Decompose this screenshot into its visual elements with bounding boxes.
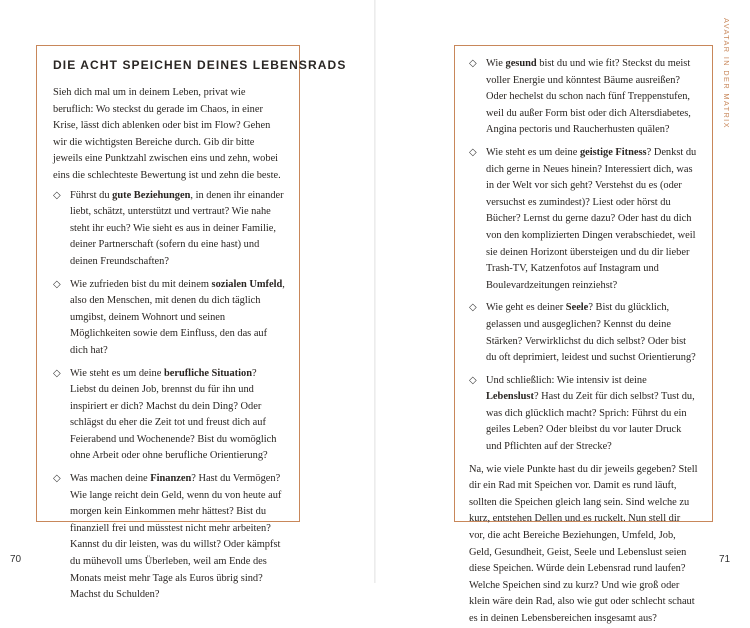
item-text-post: ? Denkst du dich gerne in Neues hinein? Interessiert dich, was in der Welt vor sich geht? Verstehst du es (oder versuchst es zumindest)? Liest oder hörst du Bücher? Lernst du gerne dazu? Oder hast du dich von den komplizierten Dingen verabschiedet, weil sie deinen Horizont übersteigen und du dir lieber Trash-TV, Katzenfotos auf Instagram und Boulevardzeitungen reinziehst? xyxy=(486,146,697,291)
item-text-post: , also den Menschen, mit denen du dich täglich umgibst, deinem Wohnort und seinen Möglichkeiten sowie dem Einfluss, den das auf dich hat? xyxy=(70,278,285,356)
item-text-pre: Wie zufrieden bist du mit deinem xyxy=(70,278,212,290)
item-keyword: geistige Fitness xyxy=(579,146,647,158)
diamond-bullet-icon: ◇ xyxy=(469,146,477,158)
item-keyword: berufliche Situation xyxy=(163,367,252,379)
item-text-post: ? Hast du Vermögen? Wie lange reicht dein Geld, wenn du von heute auf morgen kein Einkommen mehr hättest? Bist du finanziell frei und müsstest nicht mehr arbeiten? Kannst du dir leisten, was du willst? Oder kämpfst du mühevoll ums Überleben, weil am Ende des Monats meist mehr Tage als Euros übrig sind? Machst du Schulden? xyxy=(70,473,282,601)
list-item-lebenslust xyxy=(469,373,698,456)
item-keyword: gute Beziehungen xyxy=(112,189,191,201)
diamond-bullet-icon: ◇ xyxy=(53,278,61,290)
page-number-right: 71 xyxy=(719,554,731,565)
diamond-bullet-icon: ◇ xyxy=(469,302,477,314)
item-text-pre: Wie geht es deiner xyxy=(486,302,566,314)
item-keyword: Finanzen xyxy=(150,473,192,485)
item-text-pre: Führst du xyxy=(70,189,113,201)
item-keyword: sozialen Umfeld xyxy=(211,278,283,290)
item-text-pre: Was machen deine xyxy=(70,473,151,485)
diamond-bullet-icon: ◇ xyxy=(53,367,61,379)
item-text-pre: Wie steht es um deine xyxy=(70,367,164,379)
diamond-bullet-icon: ◇ xyxy=(469,374,477,386)
item-text-post: , in denen ihr einander liebt, schätzt, unterstützt und vertraut? Wie nahe steht ihr euch? Wie sieht es aus in deiner Familie, deiner Partnerschaft (sofern du eine hast) und deinen Freundschaften? xyxy=(70,189,284,267)
left-page-info-box xyxy=(36,45,347,601)
list-item-finanzen xyxy=(53,471,285,604)
right-page-info-box xyxy=(454,45,713,624)
diamond-bullet-icon: ◇ xyxy=(53,473,61,485)
item-keyword: Lebenslust xyxy=(486,391,534,403)
page-number-left: 70 xyxy=(10,554,22,565)
item-text-post: ? Hast du Zeit für dich selbst? Tust du, was dich glücklich macht? Sprich: Führst du ein geiles Leben? Oder bleibst du vor lauter Druck und Pflichten auf der Strecke? xyxy=(486,391,695,453)
list-item-seele xyxy=(469,300,698,366)
item-text-post: ? Liebst du deinen Job, brennst du für ihn und inspiriert er dich? Machst du dein Ding? Oder schlägst du eher die Zeit tot und freust dich auf Feierabend und Wochenende? Bist du womöglich ohne Arbeit oder ohne berufliche Orientierung? xyxy=(70,367,277,462)
item-keyword: Seele xyxy=(565,302,589,314)
intro-paragraph: Sieh dich mal um in deinem Leben, privat wie beruflich: Wo steckst du gerade im Chaos, in einer Krise, lässt dich ablenken oder bist im Flow? Gehen wir die wichtigsten Bereiche durch. Gib dir bitte jeweils eine Punktzahl zwischen eins und zehn, wobei eins die schlechteste Bewertung ist und zehn die beste. xyxy=(53,87,281,181)
box-heading: DIE ACHT SPEICHEN DEINES LEBENSRADS xyxy=(53,58,347,72)
item-text-post: bist du und wie fit? Steckst du meist voller Energie und könntest Bäume ausreißen? Oder hechelst du schon nach fünf Treppenstufen, weil du außer Form bist oder dich Altersdiabetes, Angina pectoris und Raucherhusten quälen? xyxy=(486,58,691,136)
item-text-pre: Und schließlich: Wie intensiv ist deine xyxy=(486,374,647,386)
item-text-post: ? Bist du glücklich, gelassen und ausgeglichen? Kennst du deine Stärken? Verwirklichst du dich selbst? Oder bist du oft deprimiert, leidest und suchst Orientierung? xyxy=(486,302,696,364)
list-item-beziehungen xyxy=(53,188,285,271)
closing-paragraph: Na, wie viele Punkte hast du dir jeweils gegeben? Stell dir ein Rad mit Speichen vor. Damit es rund läuft, sollten die Speichen gleich lang sein. Sind welche zu kurz, entstehen Dellen und es ruckelt. Nun stell dir vor, die acht Bereiche Beziehungen, Umfeld, Job, Geld, Gesundheit, Geist, Seele und Lebenslust seien diese Speichen. Würde dein Lebensrad rund laufen? Welche Speichen sind zu kurz? Und wie groß oder klein wäre dein Rad, also wie gut oder schlecht schaut es in deinen Lebensbereichen insgesamt aus? xyxy=(469,463,698,624)
list-item-gesundheit xyxy=(469,56,698,139)
item-text-pre: Wie steht es um deine xyxy=(486,146,580,158)
book-gutter xyxy=(374,0,376,583)
diamond-bullet-icon: ◇ xyxy=(469,58,477,69)
item-keyword: gesund xyxy=(505,58,537,69)
list-item-geist xyxy=(469,145,698,294)
diamond-bullet-icon: ◇ xyxy=(53,189,61,201)
item-text-pre: Wie xyxy=(486,58,506,69)
running-title: AVATAR IN DER MATRIX xyxy=(722,18,731,129)
list-item-beruf xyxy=(53,366,285,466)
list-item-umfeld xyxy=(53,277,285,360)
